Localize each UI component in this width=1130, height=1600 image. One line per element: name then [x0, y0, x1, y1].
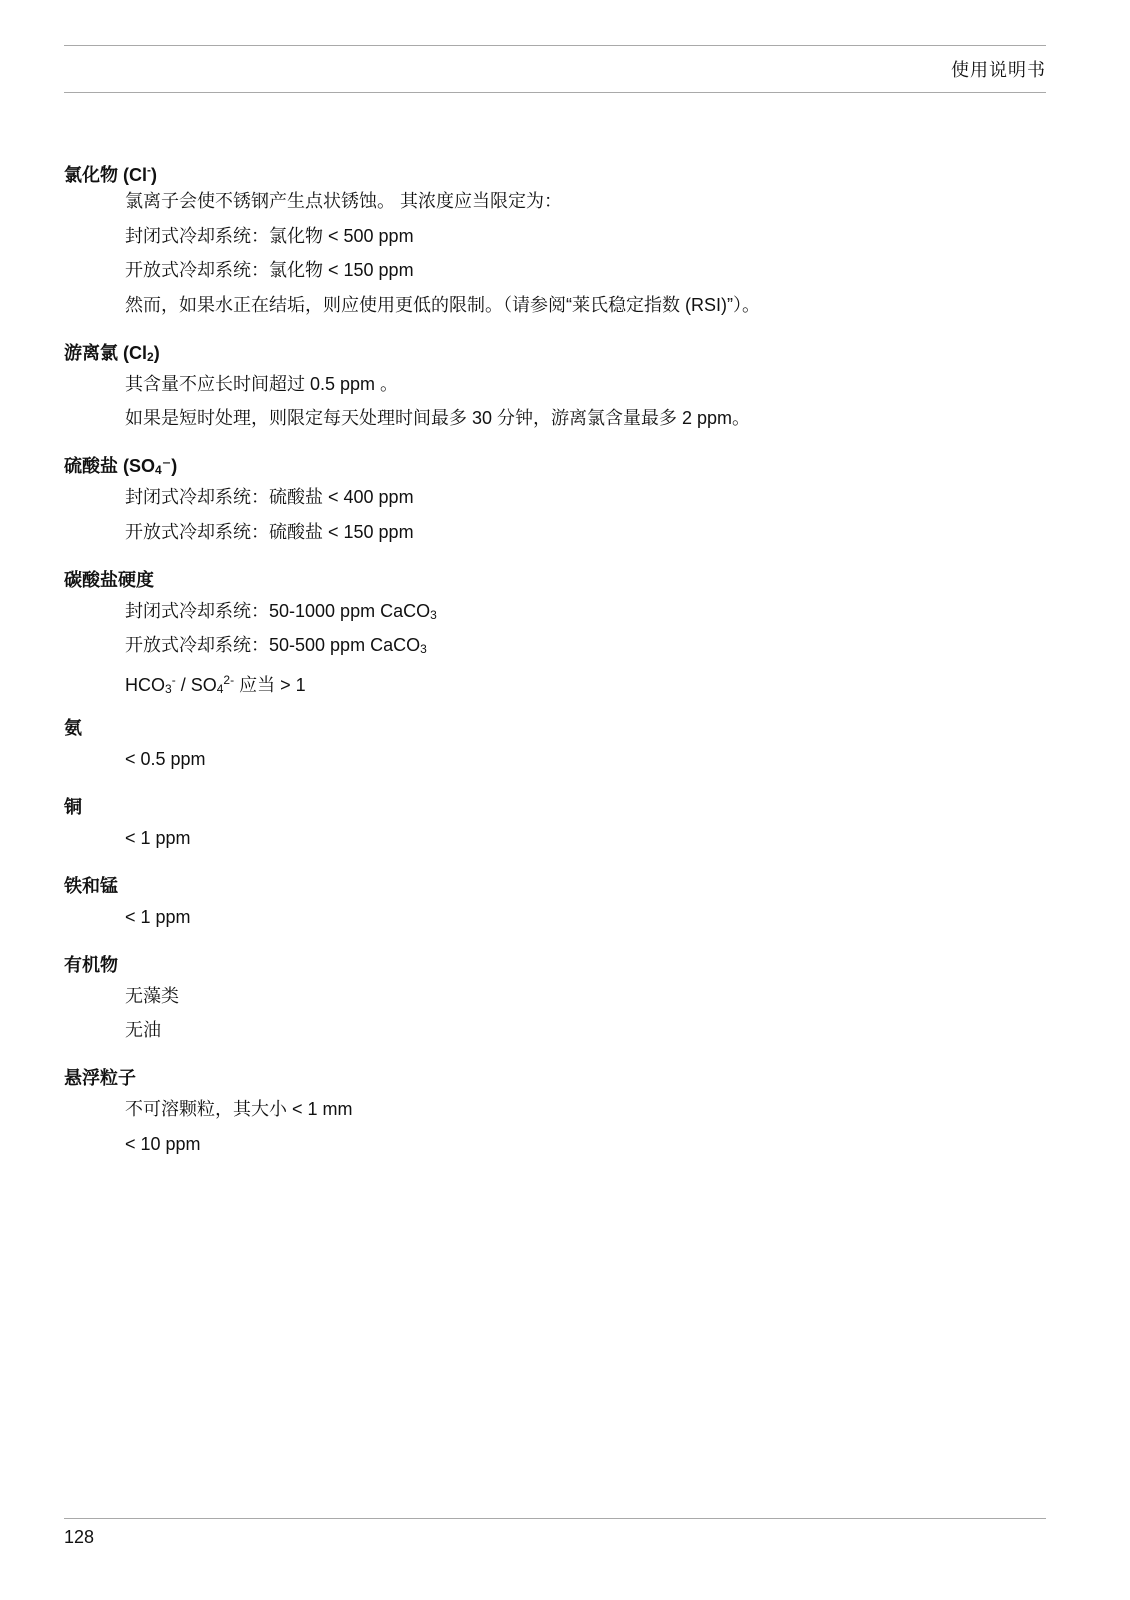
subscript: 4	[216, 681, 224, 696]
line-text: / SO	[175, 674, 217, 695]
paragraph-line: < 10 ppm	[125, 1133, 201, 1154]
section-title-text: )	[153, 342, 160, 363]
section-carbonate-hardness	[64, 568, 1046, 696]
page-number: 128	[64, 1527, 95, 1547]
section-title-free-chlorine	[64, 341, 1046, 365]
section-title-text: 氯化物 (Cl	[64, 165, 147, 185]
superscript: -	[147, 163, 151, 177]
subscript: 4	[155, 463, 162, 477]
section-title-suspended-particles: 悬浮粒子	[64, 1068, 136, 1088]
paragraph-line: 然而，如果水正在结垢，则应使用更低的限制。（请参阅“莱氏稳定指数 (RSI)”）。	[125, 294, 760, 315]
section-title-chloride	[64, 158, 1046, 185]
paragraph-line: 无藻类	[125, 985, 179, 1006]
paragraph-line	[64, 668, 1046, 696]
document-body	[64, 158, 1046, 1180]
paragraph-line	[64, 633, 1046, 657]
line-text: 封闭式冷却系统：50-1000 ppm CaCO	[125, 600, 431, 621]
subscript: 3	[430, 607, 437, 622]
section-suspended-particles	[64, 1066, 1046, 1156]
paragraph-line: 如果是短时处理，则限定每天处理时间最多 30 分钟，游离氯含量最多 2 ppm。	[125, 408, 751, 428]
section-title-text: 游离氯 (Cl	[64, 342, 147, 363]
paragraph-line: 开放式冷却系统：氯化物 < 150 ppm	[125, 260, 414, 280]
section-copper	[64, 795, 1046, 850]
section-iron-manganese	[64, 874, 1046, 929]
paragraph-line: 氯离子会使不锈钢产生点状锈蚀。 其浓度应当限定为：	[125, 191, 562, 211]
header-top-rule	[64, 45, 1046, 46]
paragraph-line: 无油	[125, 1020, 161, 1040]
paragraph-line: 封闭式冷却系统：氯化物 < 500 ppm	[125, 225, 414, 246]
footer-rule	[64, 1518, 1046, 1519]
superscript: -	[171, 672, 176, 687]
paragraph-line: 其含量不应长时间超过 0.5 ppm 。	[125, 373, 399, 394]
section-title-organics: 有机物	[64, 954, 118, 975]
section-title-ammonia: 氨	[64, 717, 82, 738]
subscript: 3	[420, 642, 427, 656]
paragraph-line: 不可溶颗粒，其大小 < 1 mm	[125, 1099, 353, 1119]
paragraph-line: < 1 ppm	[125, 906, 191, 927]
subscript: 3	[165, 681, 172, 696]
section-sulfate	[64, 454, 1046, 544]
line-text: 应当 > 1	[234, 674, 306, 695]
paragraph-line: < 1 ppm	[125, 827, 191, 848]
paragraph-line	[64, 599, 1046, 623]
section-title-text: ⁻)	[161, 456, 178, 476]
section-chloride	[64, 158, 1046, 317]
section-title-sulfate	[64, 454, 1046, 478]
subscript: 2	[147, 349, 154, 364]
header-bottom-rule	[64, 92, 1046, 93]
document-title: 使用说明书	[951, 60, 1046, 80]
paragraph-line: 封闭式冷却系统：硫酸盐 < 400 ppm	[125, 487, 414, 507]
paragraph-line: 开放式冷却系统：硫酸盐 < 150 ppm	[125, 521, 414, 542]
section-organics	[64, 953, 1046, 1043]
section-free-chlorine	[64, 341, 1046, 431]
line-text: 开放式冷却系统：50-500 ppm CaCO	[125, 635, 421, 655]
superscript: 2-	[223, 672, 235, 687]
section-ammonia	[64, 716, 1046, 771]
line-text: HCO	[125, 674, 165, 695]
section-title-copper: 铜	[64, 796, 82, 817]
section-title-iron-manganese: 铁和锰	[64, 875, 118, 896]
section-title-text: 硫酸盐 (SO	[64, 456, 156, 476]
paragraph-line: < 0.5 ppm	[125, 748, 206, 769]
section-title-carbonate-hardness: 碳酸盐硬度	[64, 569, 154, 590]
section-title-text: )	[151, 165, 157, 185]
